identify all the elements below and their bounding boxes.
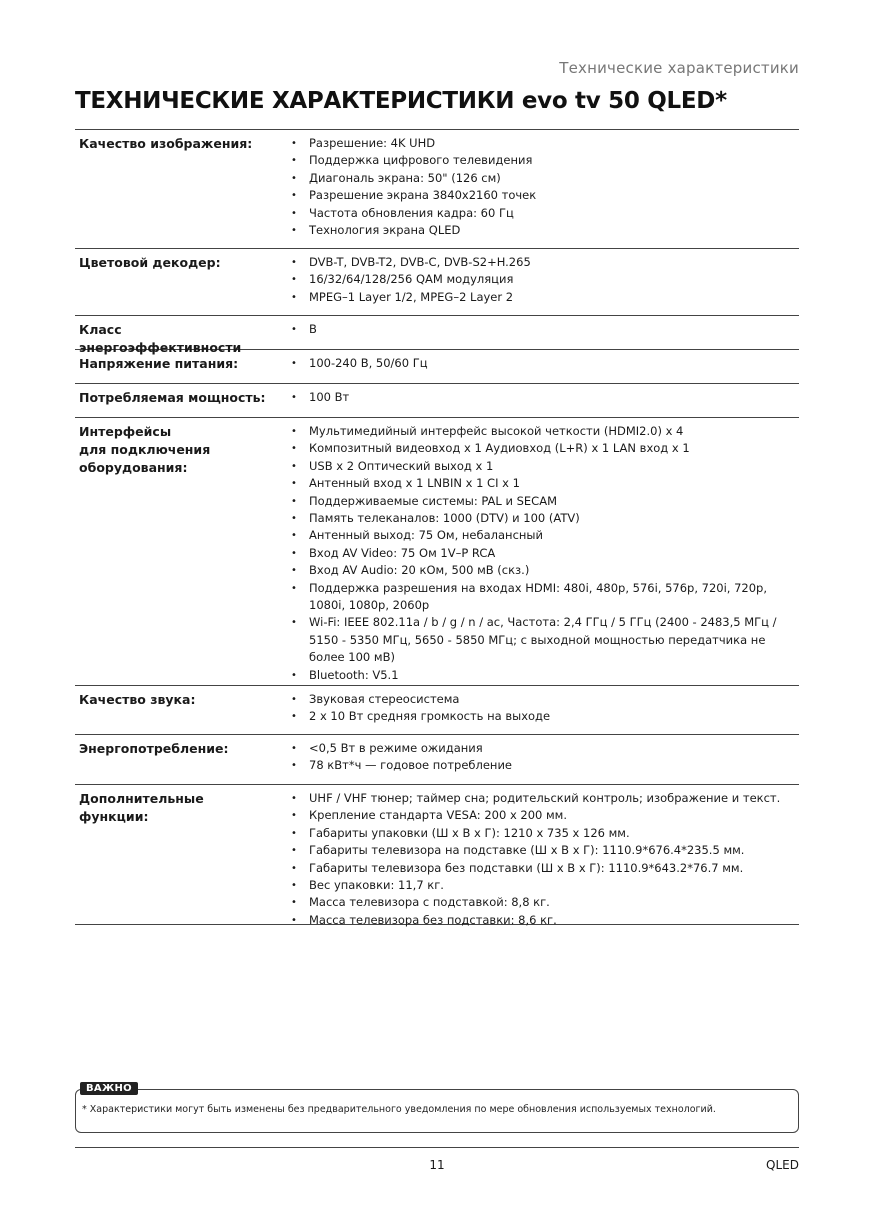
spec-value: • Мультимедийный интерфейс высокой четкости (HDMI2.0) x 4 [285,423,799,440]
spec-value: • Частота обновления кадра: 60 Гц [285,205,799,222]
spec-value: • UHF / VHF тюнер; таймер сна; родительский контроль; изображение и текст. [285,790,799,807]
spec-value: • DVB-T, DVB-T2, DVB-C, DVB-S2+H.265 [285,254,799,271]
spec-label: Дополнительные функции: [79,791,204,824]
spec-value: • 100 Вт [285,389,799,406]
spec-value: • Поддержка цифрового телевидения [285,152,799,169]
spec-value: • Звуковая стереосистема [285,691,799,708]
spec-values [285,321,799,349]
spec-value: • 2 x 10 Вт средняя громкость на выходе [285,708,799,725]
spec-row-interfaces [75,417,799,685]
spec-value: • Масса телевизора с подставкой: 8,8 кг. [285,894,799,911]
spec-value: • 16/32/64/128/256 QAM модуляция [285,271,799,288]
spec-value: • Вход AV Video: 75 Ом 1V–P RCA [285,545,799,562]
spec-label: Качество звука: [79,692,196,707]
spec-row-energy-class [75,315,799,355]
spec-value: • Композитный видеовход x 1 Аудиовход (L+R) x 1 LAN вход x 1 [285,440,799,457]
spec-label: Напряжение питания: [79,356,239,371]
spec-value: • Вес упаковки: 11,7 кг. [285,877,799,894]
spec-label: Потребляемая мощность: [79,390,266,405]
spec-row-power [75,383,799,417]
spec-value: • Разрешение экрана 3840x2160 точек [285,187,799,204]
important-badge: ВАЖНО [80,1082,138,1095]
page-title: ТЕХНИЧЕСКИЕ ХАРАКТЕРИСТИКИ evo tv 50 QLED* [75,88,727,114]
spec-value: • Поддерживаемые системы: PAL и SECAM [285,493,799,510]
spec-label: Интерфейсы для подключения оборудования: [79,424,211,475]
spec-row-image-quality [75,130,799,248]
note-text: * Характеристики могут быть изменены без предварительного уведомления по мере обновления используемых технологий. [82,1104,716,1115]
spec-value: • Технология экрана QLED [285,222,799,239]
spec-value: • Крепление стандарта VESA: 200 x 200 мм. [285,807,799,824]
spec-value: • USB x 2 Оптический выход x 1 [285,458,799,475]
spec-value: • MPEG–1 Layer 1/2, MPEG–2 Layer 2 [285,289,799,306]
spec-value: • Память телеканалов: 1000 (DTV) и 100 (ATV) [285,510,799,527]
spec-label: Качество изображения: [79,136,253,151]
spec-value: • <0,5 Вт в режиме ожидания [285,740,799,757]
footer-divider [75,1147,799,1148]
important-note [75,1083,799,1133]
spec-value: • Антенный выход: 75 Ом, небалансный [285,527,799,544]
spec-value: • Поддержка разрешения на входах HDMI: 480i, 480p, 576i, 576p, 720i, 720p, 1080i, 1080p, 2060p [285,580,799,615]
spec-value: • Масса телевизора без подставки: 8,6 кг. [285,912,799,929]
spec-value: • Вход AV Audio: 20 кОм, 500 мВ (скз.) [285,562,799,579]
spec-value: • 100-240 В, 50/60 Гц [285,355,799,372]
spec-value: • Габариты телевизора без подставки (Ш x В x Г): 1110.9*643.2*76.7 мм. [285,860,799,877]
spec-values [285,790,799,927]
spec-value: • Диагональ экрана: 50" (126 см) [285,170,799,187]
spec-value: • Bluetooth: V5.1 [285,667,799,684]
spec-label: Энергопотребление: [79,741,229,756]
spec-values [285,355,799,383]
spec-value: • Габариты упаковки (Ш x В x Г): 1210 x 735 x 126 мм. [285,825,799,842]
spec-row-consumption [75,734,799,784]
spec-value: • Wi-Fi: IEEE 802.11a / b / g / n / ac, Частота: 2,4 ГГц / 5 ГГц (2400 - 2483,5 МГц / 5150 - 5350 МГц, 5650 - 5850 МГц; с выходной мощностью передатчика не более 100 мВ) [285,614,799,666]
footer-label: QLED [766,1158,799,1172]
spec-row-sound [75,685,799,734]
spec-label: Цветовой декодер: [79,255,221,270]
spec-value: • Разрешение: 4K UHD [285,135,799,152]
section-title: Технические характеристики [559,59,799,77]
spec-row-extra [75,784,799,927]
spec-label: Класс энергоэффективности [79,322,242,355]
spec-values [285,740,799,784]
spec-row-voltage [75,349,799,383]
spec-values [285,254,799,315]
spec-row-color-decoder [75,248,799,315]
page-number: 11 [429,1158,445,1172]
spec-values [285,423,799,685]
spec-value: • Антенный вход x 1 LNBIN x 1 CI x 1 [285,475,799,492]
spec-values [285,691,799,734]
spec-values [285,389,799,417]
spec-value: • B [285,321,799,338]
spec-value: • 78 кВт*ч — годовое потребление [285,757,799,774]
spec-values [285,135,799,248]
spec-table [75,129,799,925]
spec-value: • Габариты телевизора на подставке (Ш x В x Г): 1110.9*676.4*235.5 мм. [285,842,799,859]
